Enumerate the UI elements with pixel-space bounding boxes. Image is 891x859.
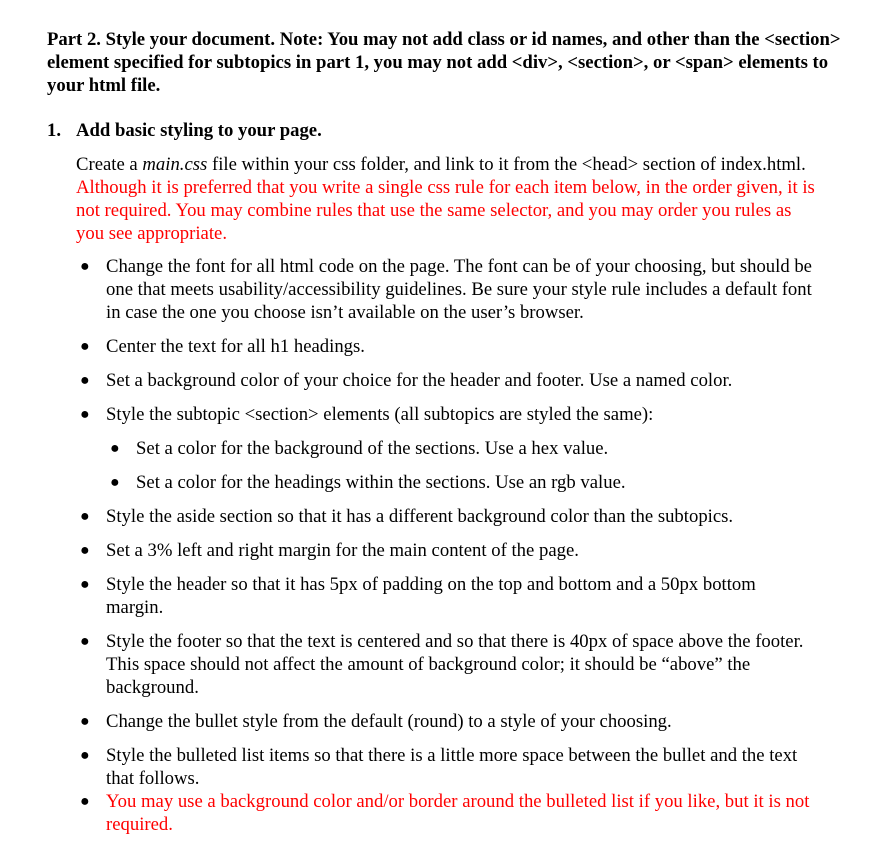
list-item-text: Center the text for all h1 headings. <box>106 336 365 357</box>
list-item-text: Change the font for all html code on the page. The font can be of your choosing, but should be one that meets usability/accessibility guidelines. Be sure your style rule includes a default font in case the one you choose isn’t available on the user’s browser. <box>106 256 812 323</box>
intro-paragraph <box>76 153 816 245</box>
list-item-text: Style the footer so that the text is centered and so that there is 40px of space above the footer. This space should not affect the amount of background color; it should be “above” the background. <box>106 631 804 698</box>
section-number: 1. <box>47 120 62 141</box>
bullet-icon: ● <box>80 542 90 559</box>
list-item-text: You may use a background color and/or border around the bulleted list if you like, but it is not required. <box>106 791 810 835</box>
intro-filename: main.css <box>142 154 208 175</box>
sub-list-item <box>106 437 816 460</box>
list-item <box>47 573 816 619</box>
part-heading: Part 2. Style your document. Note: You may not add class or id names, and other than the <section> element specified for subtopics in part 1, you may not add <div>, <section>, or <span> elements to your html file. <box>47 29 841 96</box>
bullet-icon: ● <box>80 713 90 730</box>
sub-list-item <box>106 471 816 494</box>
bullet-icon: ● <box>80 258 90 275</box>
list-item <box>47 790 816 836</box>
sub-list-item-text: Set a color for the background of the sections. Use a hex value. <box>136 438 609 459</box>
bullet-icon: ● <box>80 372 90 389</box>
list-item <box>47 255 816 324</box>
section-title <box>47 119 847 142</box>
bullet-icon: ● <box>110 440 120 457</box>
list-item <box>47 335 816 358</box>
bullet-icon: ● <box>80 633 90 650</box>
list-item <box>47 505 816 528</box>
bullet-icon: ● <box>80 747 90 764</box>
list-item-text: Change the bullet style from the default (round) to a style of your choosing. <box>106 711 672 732</box>
list-item-text: Style the subtopic <section> elements (all subtopics are styled the same): <box>106 404 654 425</box>
list-item-text: Set a 3% left and right margin for the main content of the page. <box>106 540 579 561</box>
bullet-icon: ● <box>80 793 90 810</box>
sub-list-item-text: Set a color for the headings within the sections. Use an rgb value. <box>136 472 626 493</box>
intro-text-a: Create a <box>76 154 143 175</box>
list-item <box>47 744 816 790</box>
intro-text-b: file within your css folder, and link to it from the <head> section of index.html. <box>207 154 806 175</box>
list-item <box>47 630 816 699</box>
bullet-icon: ● <box>80 576 90 593</box>
requirements-list <box>47 255 847 836</box>
list-item <box>47 369 816 392</box>
bullet-icon: ● <box>80 406 90 423</box>
list-item-text: Style the header so that it has 5px of padding on the top and bottom and a 50px bottom margin. <box>106 574 756 618</box>
sub-list <box>106 437 816 494</box>
list-item <box>47 539 816 562</box>
section-title-text: Add basic styling to your page. <box>76 120 322 141</box>
list-item-text: Style the aside section so that it has a different background color than the subtopics. <box>106 506 734 527</box>
list-item-text: Set a background color of your choice for the header and footer. Use a named color. <box>106 370 733 391</box>
bullet-icon: ● <box>80 508 90 525</box>
list-item <box>47 710 816 733</box>
list-item-text: Style the bulleted list items so that there is a little more space between the bullet and the text that follows. <box>106 745 798 789</box>
list-item <box>47 403 816 494</box>
bullet-icon: ● <box>110 474 120 491</box>
intro-red-note: Although it is preferred that you write a single css rule for each item below, in the order given, it is not required. You may combine rules that use the same selector, and you may order you rules as you see appropriate. <box>76 177 815 244</box>
bullet-icon: ● <box>80 338 90 355</box>
